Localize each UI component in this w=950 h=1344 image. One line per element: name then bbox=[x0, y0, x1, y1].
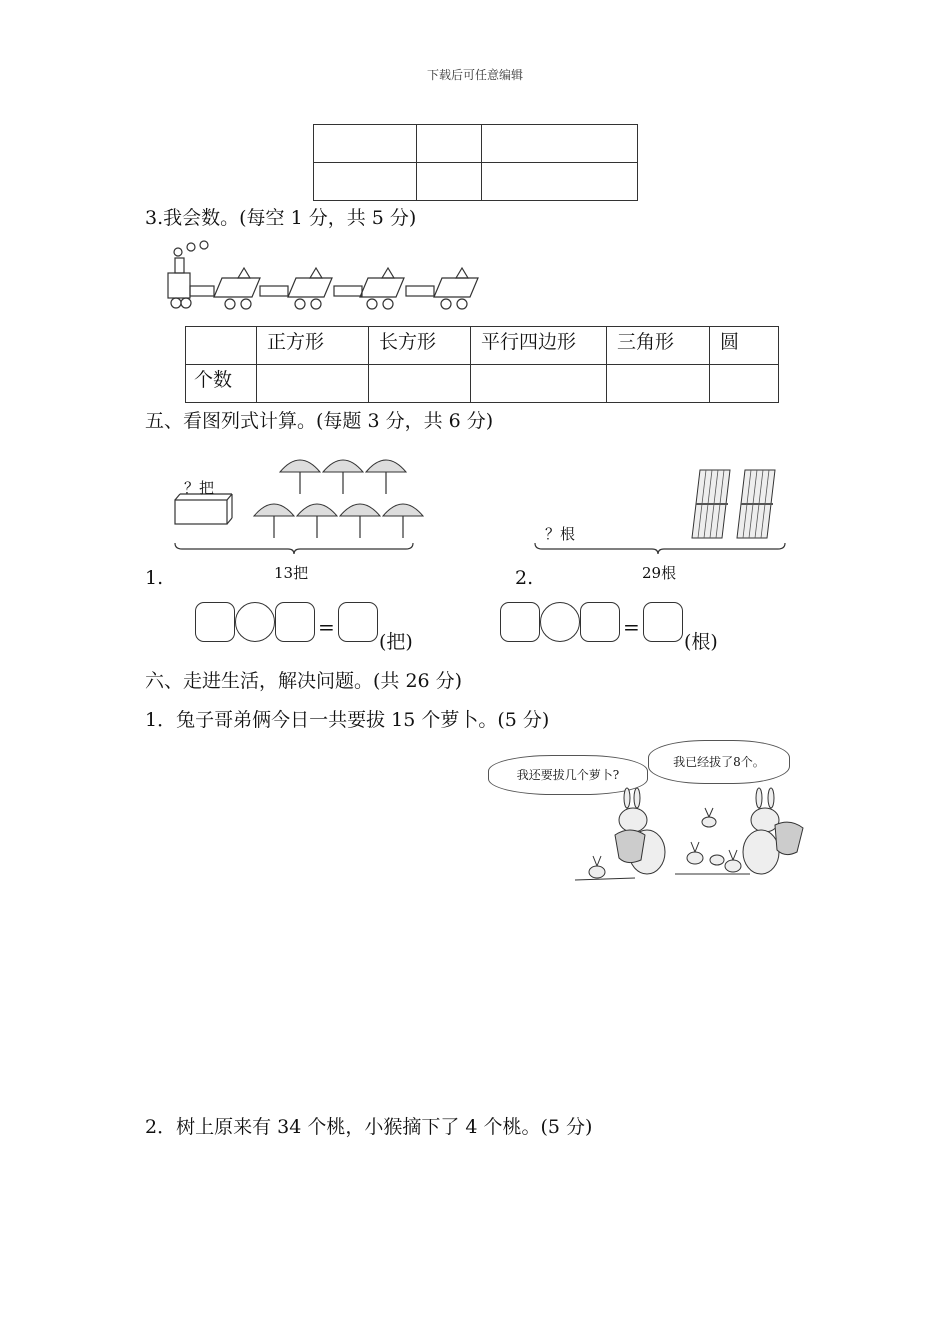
rabbits-figure bbox=[575, 780, 815, 890]
problem6-2-text: 2．树上原来有 34 个桃，小猴摘下了 4 个桃。(5 分) bbox=[145, 1116, 593, 1138]
answer-cell-triangle[interactable] bbox=[607, 365, 710, 403]
table-cell[interactable] bbox=[417, 163, 482, 201]
speech-bubble-left: 我还要拔几个萝卜? bbox=[488, 755, 648, 795]
answer-cell-parallelogram[interactable] bbox=[471, 365, 607, 403]
answer-cell-square[interactable] bbox=[257, 365, 369, 403]
total-sticks-label: 29根 bbox=[642, 564, 677, 582]
unknown-sticks-label: ？根 bbox=[545, 525, 576, 543]
equation1-operator-circle[interactable] bbox=[235, 602, 275, 642]
section5-title: 五、看图列式计算。(每题 3 分，共 6 分) bbox=[145, 410, 494, 432]
umbrellas-figure bbox=[170, 450, 420, 560]
equation1-equals-sign: = bbox=[318, 615, 335, 639]
q3-title: 3.我会数。(每空 1 分，共 5 分) bbox=[145, 207, 417, 229]
section6-title: 六、走进生活，解决问题。(共 26 分) bbox=[145, 670, 463, 692]
header-parallelogram: 平行四边形 bbox=[471, 327, 607, 365]
shape-count-table bbox=[185, 326, 779, 403]
equation2-unit: (根) bbox=[684, 631, 718, 653]
sticks-figure bbox=[530, 460, 790, 560]
table-cell[interactable] bbox=[482, 125, 638, 163]
header-circle: 圆 bbox=[710, 327, 779, 365]
row-label-count: 个数 bbox=[186, 365, 257, 403]
equation1-operand2-box[interactable] bbox=[275, 602, 315, 642]
total-umbrellas-label: 13把 bbox=[274, 564, 309, 582]
table-cell[interactable] bbox=[482, 163, 638, 201]
equation1-operand1-box[interactable] bbox=[195, 602, 235, 642]
table-cell[interactable] bbox=[314, 125, 417, 163]
problem2-number: 2. bbox=[515, 567, 534, 589]
equation1-result-box[interactable] bbox=[338, 602, 378, 642]
equation2-result-box[interactable] bbox=[643, 602, 683, 642]
table-corner-cell bbox=[186, 327, 257, 365]
answer-cell-rectangle[interactable] bbox=[369, 365, 471, 403]
header-square: 正方形 bbox=[257, 327, 369, 365]
answer-cell-circle[interactable] bbox=[710, 365, 779, 403]
equation1-unit: (把) bbox=[379, 631, 413, 653]
equation2-operator-circle[interactable] bbox=[540, 602, 580, 642]
answer-table-top bbox=[313, 124, 638, 201]
table-cell[interactable] bbox=[417, 125, 482, 163]
unknown-umbrellas-label: ？把 bbox=[184, 479, 215, 497]
equation2-equals-sign: = bbox=[623, 615, 640, 639]
speech-bubble-right: 我已经拔了8个。 bbox=[648, 740, 790, 784]
header-rectangle: 长方形 bbox=[369, 327, 471, 365]
equation2-operand1-box[interactable] bbox=[500, 602, 540, 642]
equation2-operand2-box[interactable] bbox=[580, 602, 620, 642]
header-triangle: 三角形 bbox=[607, 327, 710, 365]
page-header: 下载后可任意编辑 bbox=[426, 68, 523, 82]
problem1-number: 1. bbox=[145, 567, 164, 589]
problem6-1-text: 1．兔子哥弟俩今日一共要拔 15 个萝卜。(5 分) bbox=[145, 709, 550, 731]
train-figure bbox=[160, 238, 500, 313]
table-cell[interactable] bbox=[314, 163, 417, 201]
